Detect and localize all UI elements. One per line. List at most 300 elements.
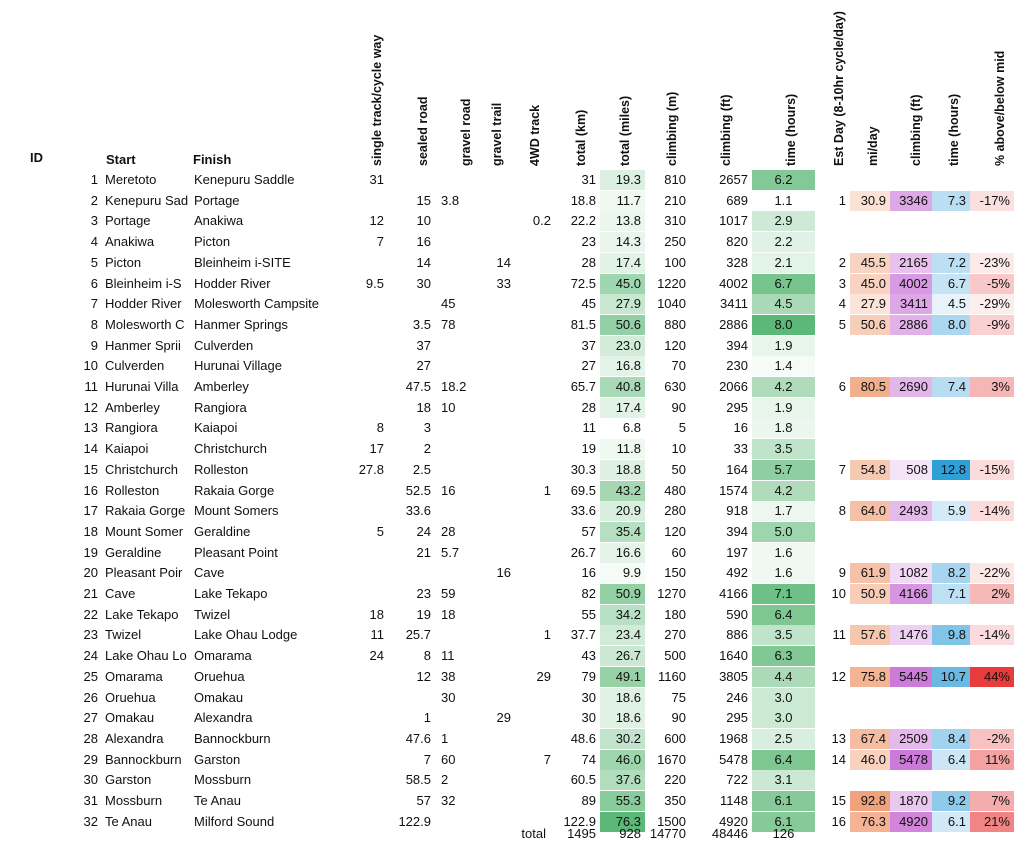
day-pct-mid: 44% [970, 667, 1014, 687]
stage-climbing-m: 880 [664, 316, 686, 332]
stage-start: Kaiapoi [105, 441, 149, 457]
stage-climbing-m: 270 [664, 627, 686, 643]
stage-finish: Rakaia Gorge [194, 482, 275, 498]
stage-time: 6.1 [752, 812, 815, 832]
stage-time: 6.4 [752, 605, 815, 625]
stage-total-km: 55 [581, 606, 596, 622]
stage-total-km: 28 [581, 399, 596, 415]
stage-4wd-track [515, 770, 555, 790]
stage-gravel-road [440, 253, 480, 273]
stage-4wd-track [515, 170, 555, 190]
stage-total-km: 89 [581, 793, 596, 808]
stage-climbing-ft: 3805 [719, 668, 748, 684]
stage-climbing-m: 630 [664, 379, 686, 394]
stage-id: 3 [90, 213, 98, 229]
day-time-hours: 7.1 [932, 584, 970, 604]
stage-total-miles: 18.8 [600, 460, 645, 480]
stage-gravel-trail [485, 191, 515, 211]
stage-total-miles: 34.2 [600, 605, 645, 625]
stage-time: 4.4 [752, 667, 815, 687]
stage-single-track [352, 377, 388, 397]
totals-time: 126 [772, 826, 795, 841]
stage-time: 6.4 [752, 750, 815, 770]
stage-time: 1.6 [752, 563, 815, 583]
stage-total-km: 30.3 [570, 461, 596, 477]
stage-start: Anakiwa [105, 234, 155, 250]
stage-total-km: 33.6 [570, 503, 596, 519]
day-pct-mid: -14% [970, 501, 1014, 521]
stage-climbing-m: 280 [664, 503, 686, 519]
stage-total-km: 65.7 [570, 379, 596, 394]
day-climbing-ft: 1082 [890, 563, 932, 583]
stage-total-miles: 6.8 [600, 418, 645, 438]
day-climbing-ft: 2690 [890, 377, 932, 397]
day-number: 1 [838, 192, 846, 208]
stage-total-miles: 30.2 [600, 729, 645, 749]
stage-start: Cave [105, 586, 136, 601]
stage-climbing-m: 100 [664, 254, 686, 270]
header-day-climbing-ft: climbing (ft) [909, 94, 923, 166]
stage-single-track [352, 356, 388, 376]
stage-start: Pleasant Poir [105, 565, 183, 581]
stage-gravel-road: 2 [441, 772, 449, 788]
stage-start: Amberley [105, 399, 160, 415]
stage-4wd-track [515, 274, 555, 294]
stage-climbing-m: 1160 [658, 668, 686, 684]
stage-climbing-m: 810 [664, 172, 686, 187]
stage-4wd-track [515, 791, 555, 811]
stage-id: 23 [83, 627, 98, 643]
stage-climbing-m: 1500 [657, 813, 686, 829]
day-pct-mid: -15% [970, 460, 1014, 480]
header-gravel-trail: gravel trail [490, 102, 504, 166]
stage-total-miles: 40.8 [600, 377, 645, 397]
stage-sealed-road: 25.7 [405, 627, 431, 643]
stage-4wd-track [515, 501, 555, 521]
stage-climbing-ft: 492 [726, 565, 748, 581]
day-time-hours: 7.4 [932, 377, 970, 397]
stage-climbing-ft: 820 [726, 234, 748, 250]
stage-total-miles: 43.2 [600, 481, 645, 501]
stage-finish: Kaiapoi [194, 420, 238, 436]
stage-single-track [352, 398, 388, 418]
stage-climbing-m: 10 [671, 441, 686, 457]
stage-4wd-track [515, 336, 555, 356]
stage-sealed-road: 37 [416, 337, 431, 353]
stage-time: 3.5 [752, 625, 815, 645]
stage-finish: Anakiwa [194, 213, 244, 229]
day-mi-per-day: 50.6 [850, 315, 890, 335]
stage-4wd-track [515, 398, 555, 418]
day-time-hours: 6.7 [932, 274, 970, 294]
day-number: 7 [838, 461, 846, 477]
stage-gravel-road: 3.8 [441, 192, 460, 208]
stage-climbing-ft: 4166 [719, 586, 748, 601]
stage-single-track: 5 [376, 523, 384, 539]
stage-climbing-ft: 2066 [719, 379, 748, 394]
stage-id: 1 [90, 172, 98, 187]
day-time-hours: 5.9 [932, 501, 970, 521]
stage-total-miles: 16.6 [600, 543, 645, 563]
day-climbing-ft: 2509 [890, 729, 932, 749]
stage-climbing-ft: 394 [726, 337, 748, 353]
stage-climbing-ft: 4002 [719, 275, 748, 291]
day-climbing-ft: 5478 [890, 750, 932, 770]
stage-gravel-road [440, 170, 480, 190]
stage-finish: Milford Sound [194, 813, 275, 829]
day-number: 8 [838, 503, 846, 519]
stage-gravel-road: 11 [441, 648, 455, 664]
header-climbing-m: climbing (m) [665, 91, 679, 166]
stage-time: 3.1 [752, 770, 815, 790]
stage-sealed-road: 23 [416, 586, 431, 601]
stage-single-track: 8 [376, 420, 384, 436]
stage-single-track [352, 750, 388, 770]
stage-single-track [352, 294, 388, 314]
stage-climbing-ft: 722 [726, 772, 748, 788]
stage-gravel-trail [485, 543, 515, 563]
stage-total-km: 79 [581, 668, 596, 684]
stage-gravel-road [440, 211, 480, 231]
stage-start: Hanmer Sprii [105, 337, 181, 353]
stage-start: Rakaia Gorge [105, 503, 186, 519]
header-est-day: Est Day (8-10hr cycle/day) [832, 11, 846, 166]
stage-id: 18 [83, 523, 98, 539]
day-climbing-ft: 2165 [890, 253, 932, 273]
stage-climbing-ft: 197 [726, 544, 748, 560]
stage-total-km: 18.8 [570, 192, 596, 208]
stage-total-miles: 46.0 [600, 750, 645, 770]
stage-total-km: 37 [581, 337, 596, 353]
stage-4wd-track [515, 729, 555, 749]
stage-gravel-road: 18.2 [441, 379, 467, 394]
stage-total-miles: 18.6 [600, 708, 645, 728]
day-mi-per-day: 50.9 [850, 584, 890, 604]
stage-climbing-m: 60 [671, 544, 686, 560]
day-number: 9 [838, 565, 846, 581]
stage-gravel-trail [485, 336, 515, 356]
day-pct-mid: 2% [970, 584, 1014, 604]
stage-finish: Twizel [194, 606, 231, 622]
stage-finish: Portage [194, 192, 240, 208]
totals-climbing-ft: 48446 [711, 826, 748, 841]
stage-time: 6.3 [752, 646, 815, 666]
stage-start: Mount Somer [105, 523, 184, 539]
stage-gravel-trail: 29 [496, 710, 511, 726]
stage-climbing-m: 75 [671, 689, 686, 705]
stage-single-track: 17 [369, 441, 384, 457]
stage-climbing-ft: 2886 [719, 316, 748, 332]
stage-id: 8 [90, 316, 98, 332]
stage-total-km: 43 [581, 648, 596, 664]
stage-total-miles: 26.7 [600, 646, 645, 666]
stage-sealed-road: 19 [416, 606, 431, 622]
stage-total-miles: 45.0 [600, 274, 645, 294]
stage-total-km: 11 [582, 420, 596, 436]
stage-id: 19 [83, 544, 98, 560]
stage-id: 10 [83, 358, 98, 374]
stage-climbing-ft: 246 [726, 689, 748, 705]
header-finish: Finish [193, 152, 232, 167]
day-mi-per-day: 30.9 [850, 191, 890, 211]
day-climbing-ft: 3346 [890, 191, 932, 211]
stage-total-km: 69.5 [570, 482, 596, 498]
stage-start: Te Anau [105, 813, 152, 829]
day-mi-per-day: 45.0 [850, 274, 890, 294]
header-gravel-road: gravel road [459, 98, 473, 166]
stage-finish: Culverden [194, 337, 254, 353]
stage-climbing-ft: 689 [726, 192, 748, 208]
stage-finish: Lake Tekapo [194, 586, 268, 601]
day-time-hours: 7.2 [932, 253, 970, 273]
day-number: 6 [838, 379, 846, 394]
day-time-hours: 8.2 [932, 563, 970, 583]
stage-id: 20 [83, 565, 98, 581]
stage-time: 1.4 [752, 356, 815, 376]
stage-sealed-road: 7 [423, 751, 431, 767]
stage-single-track [352, 481, 388, 501]
stage-time: 2.5 [752, 729, 815, 749]
day-climbing-ft: 4002 [890, 274, 932, 294]
day-climbing-ft: 5445 [890, 667, 932, 687]
stage-4wd-track [515, 315, 555, 335]
day-time-hours: 10.7 [932, 667, 970, 687]
stage-id: 13 [83, 420, 98, 436]
stage-finish: Omarama [194, 648, 252, 664]
stage-finish: Amberley [194, 379, 249, 394]
stage-id: 29 [83, 751, 98, 767]
stage-start: Mossburn [105, 793, 163, 808]
stage-time: 2.9 [752, 211, 815, 231]
stage-4wd-track: 0.2 [532, 213, 551, 229]
day-pct-mid: -5% [970, 274, 1014, 294]
stage-sealed-road [395, 294, 435, 314]
day-time-hours: 4.5 [932, 294, 970, 314]
stage-start: Picton [105, 254, 142, 270]
day-number: 13 [831, 730, 846, 746]
stage-single-track [352, 812, 388, 832]
day-time-hours: 9.8 [932, 625, 970, 645]
stage-sealed-road: 47.6 [405, 730, 431, 746]
day-pct-mid: 7% [970, 791, 1014, 811]
totals-label: total [521, 826, 546, 841]
stage-total-km: 37.7 [570, 627, 596, 643]
stage-id: 25 [83, 668, 98, 684]
stage-finish: Lake Ohau Lodge [194, 627, 298, 643]
stage-single-track [352, 708, 388, 728]
stage-start: Molesworth C [105, 316, 185, 332]
stage-sealed-road: 18 [416, 399, 431, 415]
stage-finish: Christchurch [194, 441, 267, 457]
stage-climbing-ft: 1640 [719, 648, 748, 664]
stage-id: 30 [83, 772, 98, 788]
stage-finish: Hanmer Springs [194, 316, 288, 332]
stage-time: 2.1 [752, 253, 815, 273]
stage-time: 6.2 [752, 170, 815, 190]
stage-time: 1.9 [752, 336, 815, 356]
day-time-hours: 7.3 [932, 191, 970, 211]
stage-time: 1.9 [752, 398, 815, 418]
stage-start: Oruehua [105, 689, 156, 705]
day-time-hours: 6.4 [932, 750, 970, 770]
stage-total-miles: 17.4 [600, 398, 645, 418]
stage-finish: Picton [194, 234, 231, 250]
stage-finish: Cave [194, 565, 225, 581]
stage-finish: Molesworth Campsite [194, 296, 319, 312]
stage-total-miles: 35.4 [600, 522, 645, 542]
stage-4wd-track [515, 294, 555, 314]
day-pct-mid: -9% [970, 315, 1014, 335]
stage-start: Lake Tekapo [105, 606, 179, 622]
day-number: 3 [838, 275, 846, 291]
stage-4wd-track [515, 543, 555, 563]
stage-total-miles: 55.3 [600, 791, 645, 811]
stage-total-km: 48.6 [570, 730, 596, 746]
stage-4wd-track [515, 356, 555, 376]
stage-start: Bannockburn [105, 751, 182, 767]
stage-gravel-trail [485, 481, 515, 501]
stage-time: 1.1 [752, 191, 815, 211]
stage-sealed-road: 52.5 [405, 482, 431, 498]
stage-total-km: 19 [581, 441, 596, 457]
stage-gravel-road [440, 501, 480, 521]
stage-gravel-road [440, 336, 480, 356]
stage-total-km: 74 [581, 751, 596, 767]
stage-gravel-road: 16 [441, 482, 456, 498]
stage-climbing-m: 180 [664, 606, 686, 622]
stage-climbing-ft: 3411 [720, 296, 748, 312]
stage-finish: Rangiora [194, 399, 247, 415]
header-mi-day: mi/day [866, 126, 880, 166]
stage-4wd-track: 1 [543, 482, 551, 498]
stage-sealed-road: 33.6 [405, 503, 431, 519]
stage-start: Alexandra [105, 730, 164, 746]
stage-gravel-road: 60 [441, 751, 456, 767]
stage-climbing-ft: 230 [726, 358, 748, 374]
day-number: 14 [831, 751, 846, 767]
day-time-hours: 6.1 [932, 812, 970, 832]
stage-4wd-track: 1 [543, 627, 551, 643]
stage-climbing-ft: 1017 [719, 213, 748, 229]
stage-gravel-trail [485, 439, 515, 459]
stage-id: 5 [90, 254, 98, 270]
stage-start: Rolleston [105, 482, 160, 498]
stage-gravel-road: 38 [441, 668, 456, 684]
stage-finish: Oruehua [194, 668, 245, 684]
stage-gravel-trail [485, 729, 515, 749]
stage-gravel-road: 78 [441, 316, 456, 332]
day-mi-per-day: 92.8 [850, 791, 890, 811]
day-pct-mid: -17% [970, 191, 1014, 211]
stage-gravel-road: 18 [441, 606, 456, 622]
stage-sealed-road: 47.5 [405, 379, 431, 394]
stage-id: 9 [90, 337, 98, 353]
stage-start: Bleinheim i-S [105, 275, 182, 291]
stage-climbing-m: 90 [671, 710, 686, 726]
day-mi-per-day: 64.0 [850, 501, 890, 521]
day-pct-mid: -2% [970, 729, 1014, 749]
stage-id: 6 [90, 275, 98, 291]
day-mi-per-day: 54.8 [850, 460, 890, 480]
day-climbing-ft: 2493 [890, 501, 932, 521]
stage-id: 2 [90, 192, 98, 208]
stage-total-km: 22.2 [570, 213, 596, 229]
day-pct-mid: -14% [970, 625, 1014, 645]
stage-total-miles: 49.1 [600, 667, 645, 687]
stage-climbing-m: 150 [664, 565, 686, 581]
day-mi-per-day: 67.4 [850, 729, 890, 749]
stage-time: 3.0 [752, 708, 815, 728]
stage-sealed-road: 3 [423, 420, 431, 436]
stage-single-track [352, 584, 388, 604]
stage-sealed-road: 8 [423, 648, 431, 664]
day-number: 15 [831, 793, 846, 808]
stage-time: 4.5 [752, 294, 815, 314]
header-climbing-ft: climbing (ft) [719, 94, 733, 166]
stage-total-miles: 16.8 [600, 356, 645, 376]
stage-total-km: 16 [581, 565, 596, 581]
stage-total-miles: 14.3 [600, 232, 645, 252]
stage-sealed-road: 10 [416, 213, 431, 229]
stage-id: 26 [83, 689, 98, 705]
stage-climbing-m: 1040 [657, 296, 686, 312]
stage-finish: Hurunai Village [194, 358, 282, 374]
stage-gravel-road: 59 [441, 586, 456, 601]
day-time-hours: 9.2 [932, 791, 970, 811]
stage-finish: Pleasant Point [194, 544, 278, 560]
stage-id: 32 [83, 813, 98, 829]
stage-gravel-trail [485, 750, 515, 770]
stage-climbing-ft: 5478 [719, 751, 748, 767]
stage-single-track: 24 [369, 648, 384, 664]
stage-gravel-road [440, 356, 480, 376]
stage-climbing-m: 90 [671, 399, 686, 415]
stage-total-km: 60.5 [570, 772, 596, 788]
stage-start: Omarama [105, 668, 163, 684]
stage-time: 3.5 [752, 439, 815, 459]
stage-total-miles: 17.4 [600, 253, 645, 273]
stage-climbing-m: 1670 [657, 751, 686, 767]
stage-4wd-track [515, 563, 555, 583]
header-day-time-hours: time (hours) [947, 93, 961, 166]
stage-start: Omakau [105, 710, 155, 726]
stage-gravel-road [440, 274, 480, 294]
stage-gravel-trail [485, 232, 515, 252]
stage-single-track [352, 729, 388, 749]
stage-sealed-road: 2 [423, 441, 431, 457]
stage-finish: Geraldine [194, 523, 251, 539]
stage-total-miles: 11.8 [600, 439, 645, 459]
day-climbing-ft: 1870 [890, 791, 932, 811]
stage-sealed-road: 122.9 [398, 813, 431, 829]
stage-sealed-road: 15 [416, 192, 431, 208]
stage-total-miles: 37.6 [600, 770, 645, 790]
stage-gravel-road: 32 [441, 793, 456, 808]
day-number: 12 [831, 668, 846, 684]
stage-gravel-road [440, 232, 480, 252]
stage-total-km: 23 [581, 234, 596, 250]
stage-sealed-road [395, 688, 435, 708]
stage-4wd-track [515, 377, 555, 397]
stage-gravel-trail [485, 667, 515, 687]
stage-climbing-m: 350 [664, 793, 686, 808]
stage-sealed-road: 16 [416, 234, 431, 250]
day-mi-per-day: 76.3 [850, 812, 890, 832]
stage-start: Culverden [105, 358, 165, 374]
stage-climbing-ft: 4920 [719, 813, 748, 829]
stage-sealed-road [395, 563, 435, 583]
stage-finish: Hodder River [194, 275, 271, 291]
